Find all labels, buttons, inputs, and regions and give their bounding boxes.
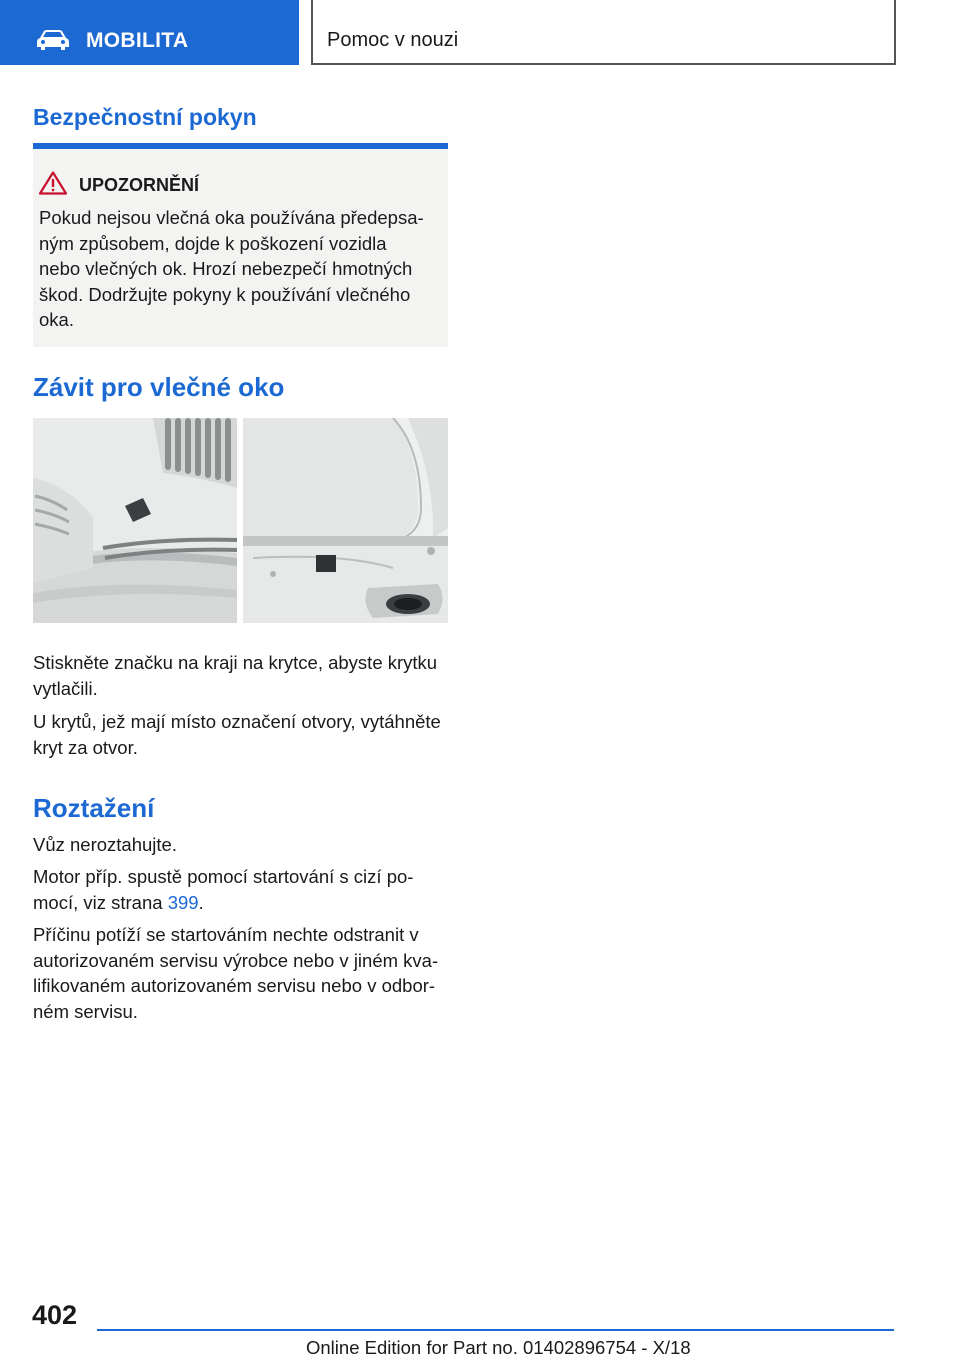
chapter-label: MOBILITA (86, 29, 189, 52)
jumpstart-text-1: Vůz neroztahujte. (33, 834, 177, 855)
safety-heading: Bezpečnostní pokyn (33, 104, 257, 130)
jumpstart-heading: Roztažení (33, 793, 155, 823)
section-label: Pomoc v nouzi (327, 29, 459, 51)
car-icon (36, 29, 70, 51)
chapter-tab[interactable] (0, 0, 299, 65)
section-header (311, 0, 896, 65)
edition-text: Online Edition for Part no. 01402896754 - X/18 (306, 1337, 691, 1358)
page-reference-link[interactable]: 399 (167, 891, 199, 913)
footer-divider (97, 1329, 894, 1331)
rear-bumper-photo (243, 418, 448, 623)
thread-heading: Závit pro vlečné oko (33, 372, 285, 402)
front-bumper-photo (33, 418, 237, 623)
warning-title: UPOZORNĚNÍ (79, 175, 200, 195)
jumpstart-text-3: Příčinu potíží se startováním nechte odstranit v autorizovaném servisu výrobce nebo v jiném kva- lifikovaném autorizovaném servisu nebo v odbor- ném servisu. (33, 924, 439, 1022)
page-number: 402 (32, 1300, 78, 1330)
thread-instruction-1: Stiskněte značku na kraji na krytce, abyste krytku vytlačili. (33, 652, 438, 699)
warning-triangle-icon (39, 171, 67, 195)
warning-text: Pokud nejsou vlečná oka používána předepsa- ným způsobem, dojde k poškození vozidla nebo vlečných ok. Hrozí nebezpečí hmotných škod. Dodržujte pokyny k používání vlečného oka. (39, 207, 424, 330)
warning-box (33, 143, 448, 347)
jumpstart-text-2: Motor příp. spustě pomocí startování s cizí po- mocí, viz strana 399. (33, 866, 414, 913)
thread-instruction-2: U krytů, jež mají místo označení otvory, vytáhněte kryt za otvor. (33, 711, 441, 758)
